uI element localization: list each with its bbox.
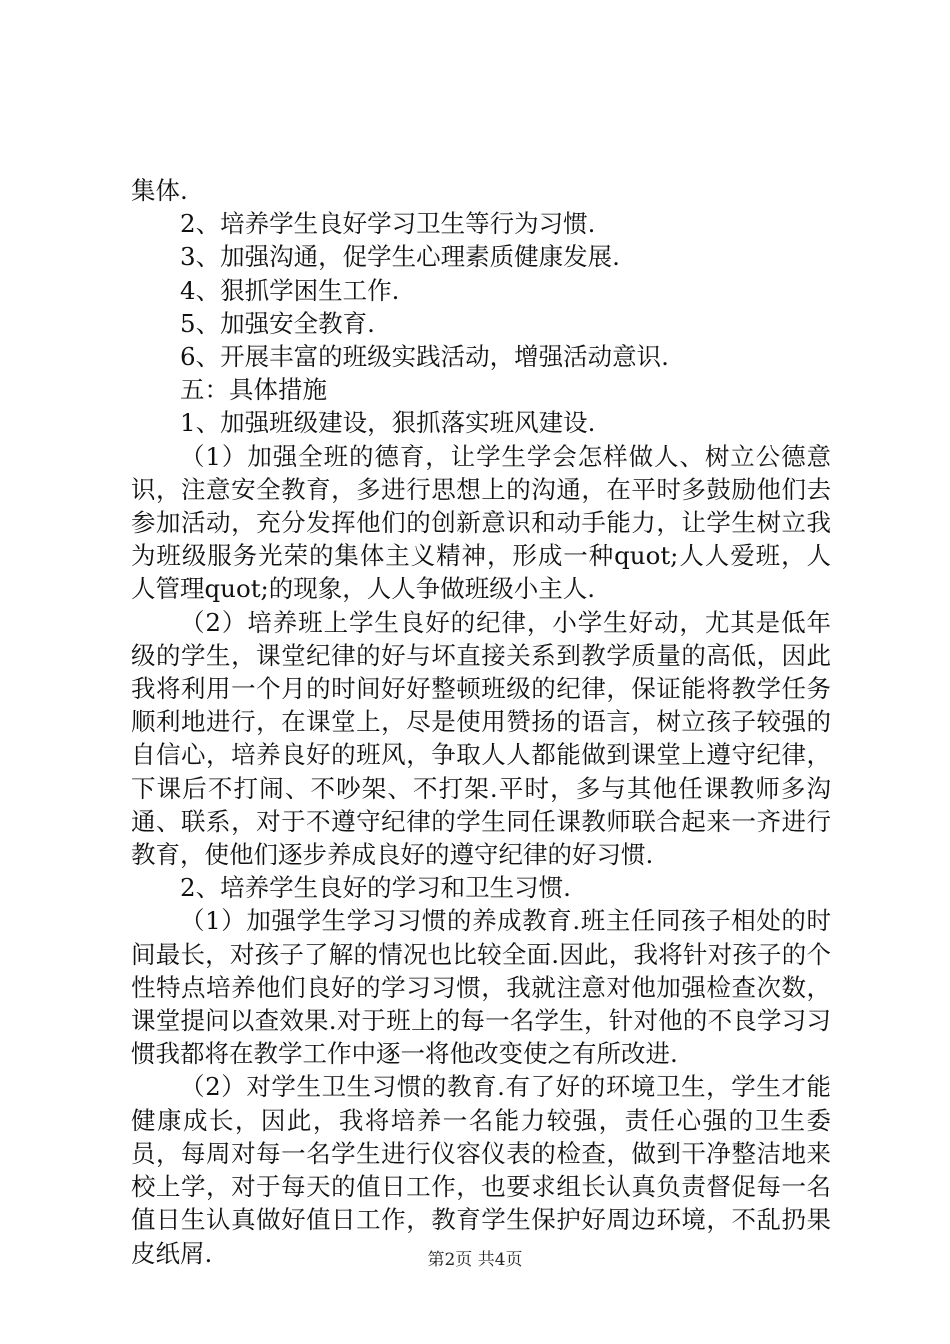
document-body xyxy=(131,174,831,1270)
paragraph: （2）培养班上学生良好的纪律，小学生好动，尤其是低年级的学生，课堂纪律的好与坏直接关系到教学质量的高低，因此我将利用一个月的时间好好整顿班级的纪律，保证能将教学任务顺利地进行，在课堂上，尽是使用赞扬的语言，树立孩子较强的自信心，培养良好的班风，争取人人都能做到课堂上遵守纪律，下课后不打闹、不吵架、不打架.平时，多与其他任课教师多沟通、联系，对于不遵守纪律的学生同任课教师联合起来一齐进行教育，使他们逐步养成良好的遵守纪律的好习惯. xyxy=(131,607,831,870)
paragraph: （1）加强全班的德育，让学生学会怎样做人、树立公德意识，注意安全教育，多进行思想上的沟通，在平时多鼓励他们去参加活动，充分发挥他们的创新意识和动手能力，让学生树立我为班级服务光荣的集体主义精神，形成一种quot;人人爱班，人人管理quot;的现象，人人争做班级小主人. xyxy=(131,441,831,604)
paragraph: （2）对学生卫生习惯的教育.有了好的环境卫生，学生才能健康成长，因此，我将培养一名能力较强，责任心强的卫生委员，每周对每一名学生进行仪容仪表的检查，做到干净整洁地来校上学，对于每天的值日工作，也要求组长认真负责督促每一名值日生认真做好值日工作，教育学生保护好周边环境，不乱扔果皮纸屑. xyxy=(131,1072,831,1268)
paragraph: 1、加强班级建设，狠抓落实班风建设. xyxy=(180,408,596,438)
paragraph: 2、培养学生良好的学习和卫生习惯. xyxy=(180,873,571,903)
paragraph: 4、狠抓学困生工作. xyxy=(180,275,400,305)
paragraph: 5、加强安全教育. xyxy=(180,308,375,338)
section-heading: 五：具体措施 xyxy=(180,375,327,405)
page-footer: 第2页 共4页 xyxy=(427,1250,523,1270)
paragraph: 3、加强沟通，促学生心理素质健康发展. xyxy=(180,242,620,272)
paragraph: 6、开展丰富的班级实践活动，增强活动意识. xyxy=(180,342,669,372)
paragraph: （1）加强学生学习习惯的养成教育.班主任同孩子相处的时间最长，对孩子了解的情况也比较全面.因此，我将针对孩子的个性特点培养他们良好的学习习惯，我就注意对他加强检查次数，课堂提问以查效果.对于班上的每一名学生，针对他的不良学习习惯我都将在教学工作中逐一将他改变使之有所改进. xyxy=(131,906,831,1069)
paragraph: 2、培养学生良好学习卫生等行为习惯. xyxy=(180,209,596,239)
paragraph: 集体. xyxy=(131,176,188,205)
